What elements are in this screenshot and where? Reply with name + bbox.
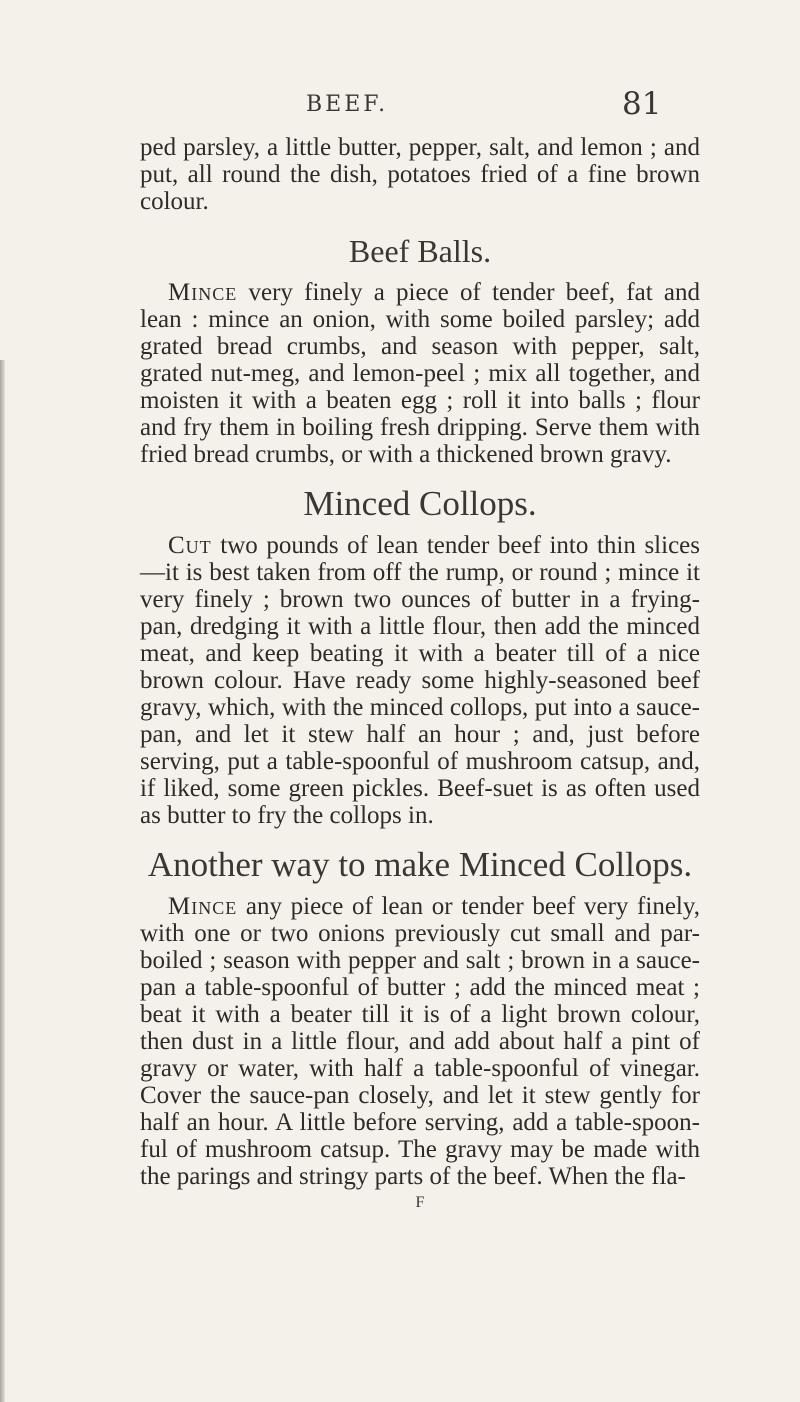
running-title: BEEF. — [306, 92, 389, 117]
paragraph-beef-balls — [140, 279, 700, 468]
page-edge-shadow — [0, 360, 5, 1402]
paragraph-text: very finely a piece of tender beef, fat and lean : mince an onion, with some boiled parsley; add grated bread crumbs, and season with pepper, salt, grated nut-meg, and lemon-peel ; mix all together, and moisten it with a beaten egg ; roll it into balls ; flour and fry them in boiling fresh dripping. Serve them with fried bread crumbs, or with a thickened brown gravy. — [140, 279, 700, 468]
running-head — [0, 86, 800, 124]
paragraph-text: two pounds of lean tender beef into thin slices—it is best taken from off the rump, or round ; mince it very finely ; brown two ounces of butter in a frying-pan, dredging it with a little flour, then add the minced meat, and keep beating it with a beater till of a nice brown colour. Have ready some highly-seasoned beef gravy, which, with the minced collops, put into a sauce-pan, and let it stew half an hour ; and, just before serving, put a table-spoonful of mushroom catsup, and, if liked, some green pickles. Beef-suet is as often used as butter to fry the collops in. — [140, 532, 700, 829]
heading-another-way: Another way to make Minced Collops. — [147, 845, 693, 884]
paragraph-text: any piece of lean or tender beef very finely, with one or two onions previously cut small and par-boiled ; season with pepper and salt ; brown in a sauce-pan a table-spoonful of butter ; add the minced meat ; beat it with a beater till it is of a light brown colour, then dust in a little flour, and add about half a pint of gravy or water, with half a table-spoonful of vinegar. Cover the sauce-pan closely, and let it stew gently for half an hour. A little before serving, add a table-spoon-ful of mushroom catsup. The gravy may be made with the parings and stringy parts of the beef. When the fla- — [140, 893, 700, 1190]
body-text — [140, 134, 700, 1214]
lead-word: Cut — [168, 532, 212, 559]
paragraph-another-way — [140, 893, 700, 1190]
lead-word: Mince — [168, 893, 238, 920]
intro-paragraph: ped parsley, a little butter, pepper, salt, and lemon ; and put, all round the dish, potatoes fried of a fine brown colour. — [140, 134, 700, 215]
heading-minced-collops: Minced Collops. — [303, 484, 537, 523]
page-number: 81 — [622, 86, 662, 122]
paragraph-minced-collops — [140, 532, 700, 829]
heading-beef-balls: Beef Balls. — [348, 233, 492, 269]
lead-word: Mince — [168, 279, 238, 306]
signature-mark: F — [415, 1194, 425, 1211]
